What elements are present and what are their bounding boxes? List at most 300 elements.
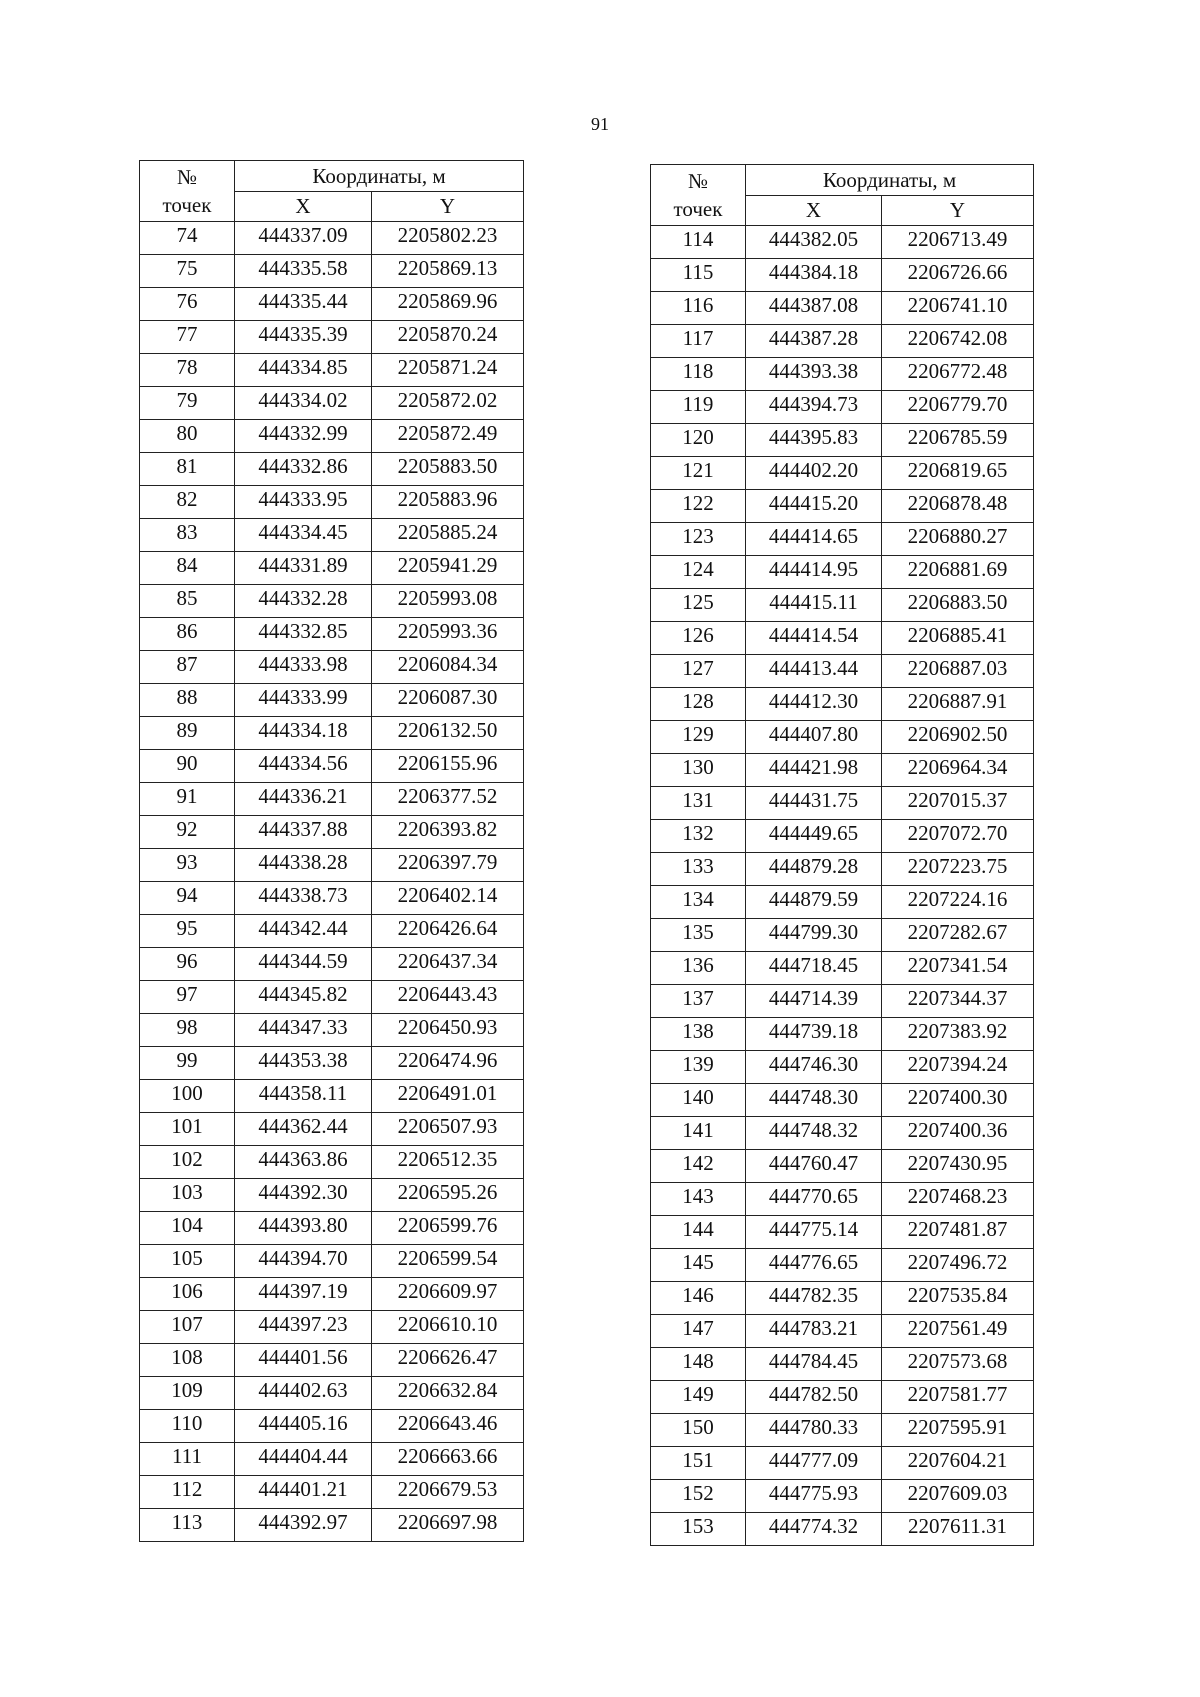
point-number-cell: 83 <box>140 519 235 552</box>
x-coordinate-cell: 444714.39 <box>746 985 882 1018</box>
x-coordinate-cell: 444337.88 <box>235 816 372 849</box>
table-row <box>140 453 524 486</box>
table-row <box>651 1513 1034 1546</box>
table-row <box>140 816 524 849</box>
point-number-cell: 114 <box>651 226 746 259</box>
y-coordinate-cell: 2205883.50 <box>372 453 524 486</box>
y-coordinate-cell: 2207535.84 <box>882 1282 1034 1315</box>
x-coordinate-cell: 444774.32 <box>746 1513 882 1546</box>
x-coordinate-cell: 444395.83 <box>746 424 882 457</box>
x-coordinate-cell: 444344.59 <box>235 948 372 981</box>
x-coordinate-cell: 444431.75 <box>746 787 882 820</box>
point-number-cell: 113 <box>140 1509 235 1542</box>
table-row <box>651 325 1034 358</box>
x-coordinate-cell: 444776.65 <box>746 1249 882 1282</box>
point-number-cell: 146 <box>651 1282 746 1315</box>
y-coordinate-cell: 2207383.92 <box>882 1018 1034 1051</box>
point-number-cell: 85 <box>140 585 235 618</box>
point-number-cell: 137 <box>651 985 746 1018</box>
y-coordinate-cell: 2206599.76 <box>372 1212 524 1245</box>
point-number-cell: 125 <box>651 589 746 622</box>
number-sign: № <box>176 165 198 189</box>
point-number-cell: 133 <box>651 853 746 886</box>
y-coordinate-cell: 2207400.30 <box>882 1084 1034 1117</box>
table-row <box>651 853 1034 886</box>
table-row <box>140 321 524 354</box>
table-row <box>651 952 1034 985</box>
table-body-left <box>140 222 524 1542</box>
y-coordinate-cell: 2207394.24 <box>882 1051 1034 1084</box>
x-coordinate-cell: 444333.99 <box>235 684 372 717</box>
y-coordinate-cell: 2206084.34 <box>372 651 524 684</box>
point-number-cell: 147 <box>651 1315 746 1348</box>
table-row <box>140 981 524 1014</box>
y-coordinate-cell: 2207224.16 <box>882 886 1034 919</box>
y-coordinate-cell: 2205885.24 <box>372 519 524 552</box>
y-coordinate-cell: 2207341.54 <box>882 952 1034 985</box>
x-coordinate-cell: 444358.11 <box>235 1080 372 1113</box>
x-coordinate-cell: 444392.97 <box>235 1509 372 1542</box>
table-row <box>651 1018 1034 1051</box>
x-coordinate-cell: 444414.54 <box>746 622 882 655</box>
x-coordinate-cell: 444401.56 <box>235 1344 372 1377</box>
point-number-cell: 148 <box>651 1348 746 1381</box>
y-coordinate-cell: 2206474.96 <box>372 1047 524 1080</box>
point-number-cell: 106 <box>140 1278 235 1311</box>
x-coordinate-cell: 444336.21 <box>235 783 372 816</box>
x-coordinate-cell: 444335.44 <box>235 288 372 321</box>
point-number-cell: 142 <box>651 1150 746 1183</box>
y-coordinate-cell: 2205941.29 <box>372 552 524 585</box>
y-coordinate-cell: 2205869.13 <box>372 255 524 288</box>
y-coordinate-cell: 2206878.48 <box>882 490 1034 523</box>
table-row <box>140 948 524 981</box>
table-row <box>140 1311 524 1344</box>
x-coordinate-cell: 444739.18 <box>746 1018 882 1051</box>
x-coordinate-cell: 444414.95 <box>746 556 882 589</box>
table-row <box>140 1410 524 1443</box>
y-coordinate-cell: 2207561.49 <box>882 1315 1034 1348</box>
x-coordinate-cell: 444775.93 <box>746 1480 882 1513</box>
x-coordinate-cell: 444332.86 <box>235 453 372 486</box>
y-coordinate-cell: 2206679.53 <box>372 1476 524 1509</box>
y-coordinate-cell: 2206402.14 <box>372 882 524 915</box>
table-row <box>140 1245 524 1278</box>
point-number-cell: 150 <box>651 1414 746 1447</box>
table-row <box>140 849 524 882</box>
table-row <box>651 424 1034 457</box>
y-coordinate-cell: 2206883.50 <box>882 589 1034 622</box>
point-number-cell: 110 <box>140 1410 235 1443</box>
x-coordinate-cell: 444879.59 <box>746 886 882 919</box>
table-row <box>140 255 524 288</box>
point-number-cell: 99 <box>140 1047 235 1080</box>
table-row <box>140 1146 524 1179</box>
y-coordinate-cell: 2206885.41 <box>882 622 1034 655</box>
y-coordinate-cell: 2205993.08 <box>372 585 524 618</box>
point-number-cell: 79 <box>140 387 235 420</box>
x-coordinate-cell: 444337.09 <box>235 222 372 255</box>
x-coordinate-cell: 444393.80 <box>235 1212 372 1245</box>
table-row <box>140 354 524 387</box>
y-coordinate-cell: 2206512.35 <box>372 1146 524 1179</box>
x-coordinate-cell: 444394.70 <box>235 1245 372 1278</box>
y-coordinate-cell: 2206887.03 <box>882 655 1034 688</box>
table-row <box>140 618 524 651</box>
point-number-cell: 102 <box>140 1146 235 1179</box>
table-row <box>651 1084 1034 1117</box>
y-coordinate-cell: 2207581.77 <box>882 1381 1034 1414</box>
y-coordinate-cell: 2205993.36 <box>372 618 524 651</box>
table-row <box>651 886 1034 919</box>
x-coordinate-cell: 444338.73 <box>235 882 372 915</box>
table-row <box>140 1212 524 1245</box>
x-coordinate-cell: 444415.11 <box>746 589 882 622</box>
point-number-cell: 152 <box>651 1480 746 1513</box>
table-row <box>140 651 524 684</box>
table-row <box>140 519 524 552</box>
point-number-cell: 92 <box>140 816 235 849</box>
y-coordinate-cell: 2206713.49 <box>882 226 1034 259</box>
table-row <box>651 1447 1034 1480</box>
x-coordinate-cell: 444338.28 <box>235 849 372 882</box>
table-row <box>651 787 1034 820</box>
table-row <box>651 754 1034 787</box>
y-coordinate-cell: 2207282.67 <box>882 919 1034 952</box>
x-coordinate-cell: 444353.38 <box>235 1047 372 1080</box>
y-coordinate-cell: 2206443.43 <box>372 981 524 1014</box>
point-number-cell: 149 <box>651 1381 746 1414</box>
table-row <box>140 1377 524 1410</box>
x-coordinate-cell: 444784.45 <box>746 1348 882 1381</box>
point-number-cell: 136 <box>651 952 746 985</box>
x-coordinate-cell: 444387.28 <box>746 325 882 358</box>
point-number-cell: 153 <box>651 1513 746 1546</box>
x-coordinate-cell: 444333.98 <box>235 651 372 684</box>
x-coordinate-cell: 444382.05 <box>746 226 882 259</box>
y-coordinate-cell: 2205871.24 <box>372 354 524 387</box>
point-number-cell: 82 <box>140 486 235 519</box>
y-coordinate-cell: 2206507.93 <box>372 1113 524 1146</box>
x-coordinate-cell: 444413.44 <box>746 655 882 688</box>
y-coordinate-cell: 2206397.79 <box>372 849 524 882</box>
y-coordinate-cell: 2207595.91 <box>882 1414 1034 1447</box>
x-coordinate-cell: 444387.08 <box>746 292 882 325</box>
y-coordinate-cell: 2206132.50 <box>372 717 524 750</box>
point-number-header <box>651 165 746 226</box>
point-number-cell: 126 <box>651 622 746 655</box>
table-row <box>651 391 1034 424</box>
point-number-cell: 120 <box>651 424 746 457</box>
table-row <box>651 1414 1034 1447</box>
x-coordinate-cell: 444407.80 <box>746 721 882 754</box>
x-coordinate-cell: 444363.86 <box>235 1146 372 1179</box>
point-number-cell: 134 <box>651 886 746 919</box>
x-coordinate-cell: 444335.58 <box>235 255 372 288</box>
x-coordinate-cell: 444332.28 <box>235 585 372 618</box>
table-row <box>140 882 524 915</box>
point-number-cell: 78 <box>140 354 235 387</box>
x-coordinate-cell: 444777.09 <box>746 1447 882 1480</box>
x-coordinate-cell: 444345.82 <box>235 981 372 1014</box>
y-coordinate-cell: 2206741.10 <box>882 292 1034 325</box>
x-coordinate-cell: 444392.30 <box>235 1179 372 1212</box>
point-number-cell: 97 <box>140 981 235 1014</box>
point-number-cell: 112 <box>140 1476 235 1509</box>
point-number-cell: 75 <box>140 255 235 288</box>
number-sign: № <box>687 169 709 193</box>
y-coordinate-cell: 2206964.34 <box>882 754 1034 787</box>
x-coordinate-cell: 444718.45 <box>746 952 882 985</box>
table-row <box>651 358 1034 391</box>
table-row <box>140 486 524 519</box>
x-coordinate-cell: 444397.19 <box>235 1278 372 1311</box>
point-number-cell: 104 <box>140 1212 235 1245</box>
y-coordinate-cell: 2206785.59 <box>882 424 1034 457</box>
point-number-cell: 145 <box>651 1249 746 1282</box>
point-number-cell: 115 <box>651 259 746 292</box>
y-coordinate-cell: 2207072.70 <box>882 820 1034 853</box>
point-number-cell: 121 <box>651 457 746 490</box>
y-coordinate-cell: 2207609.03 <box>882 1480 1034 1513</box>
table-row <box>651 820 1034 853</box>
y-coordinate-cell: 2206377.52 <box>372 783 524 816</box>
x-coordinate-cell: 444748.30 <box>746 1084 882 1117</box>
table-row <box>140 1080 524 1113</box>
points-label: точек <box>673 197 723 221</box>
y-coordinate-cell: 2205869.96 <box>372 288 524 321</box>
table-row <box>140 1476 524 1509</box>
point-number-cell: 98 <box>140 1014 235 1047</box>
table-row <box>651 1315 1034 1348</box>
table-row <box>140 1443 524 1476</box>
y-coordinate-cell: 2205883.96 <box>372 486 524 519</box>
y-coordinate-cell: 2206426.64 <box>372 915 524 948</box>
point-number-cell: 144 <box>651 1216 746 1249</box>
y-coordinate-cell: 2207573.68 <box>882 1348 1034 1381</box>
x-coordinate-cell: 444782.50 <box>746 1381 882 1414</box>
point-number-cell: 90 <box>140 750 235 783</box>
x-coordinate-cell: 444404.44 <box>235 1443 372 1476</box>
table-row <box>651 1348 1034 1381</box>
point-number-cell: 143 <box>651 1183 746 1216</box>
point-number-cell: 117 <box>651 325 746 358</box>
table-row <box>140 1014 524 1047</box>
x-coordinate-cell: 444402.20 <box>746 457 882 490</box>
y-coordinate-cell: 2205802.23 <box>372 222 524 255</box>
point-number-cell: 101 <box>140 1113 235 1146</box>
y-coordinate-cell: 2206880.27 <box>882 523 1034 556</box>
table-row <box>140 1113 524 1146</box>
y-coordinate-cell: 2206491.01 <box>372 1080 524 1113</box>
y-coordinate-cell: 2206155.96 <box>372 750 524 783</box>
y-coordinate-cell: 2206819.65 <box>882 457 1034 490</box>
y-coordinate-cell: 2206087.30 <box>372 684 524 717</box>
point-number-cell: 122 <box>651 490 746 523</box>
x-coordinate-cell: 444799.30 <box>746 919 882 952</box>
point-number-cell: 130 <box>651 754 746 787</box>
point-number-cell: 124 <box>651 556 746 589</box>
x-coordinate-cell: 444393.38 <box>746 358 882 391</box>
x-coordinate-cell: 444397.23 <box>235 1311 372 1344</box>
x-coordinate-cell: 444783.21 <box>746 1315 882 1348</box>
y-coordinate-cell: 2207015.37 <box>882 787 1034 820</box>
point-number-cell: 81 <box>140 453 235 486</box>
x-coordinate-cell: 444394.73 <box>746 391 882 424</box>
point-number-cell: 96 <box>140 948 235 981</box>
table-row <box>651 1183 1034 1216</box>
table-row <box>651 1480 1034 1513</box>
point-number-cell: 141 <box>651 1117 746 1150</box>
point-number-cell: 89 <box>140 717 235 750</box>
y-coordinate-cell: 2205872.02 <box>372 387 524 420</box>
table-row <box>140 783 524 816</box>
point-number-cell: 131 <box>651 787 746 820</box>
point-number-cell: 94 <box>140 882 235 915</box>
y-coordinate-cell: 2206609.97 <box>372 1278 524 1311</box>
y-coordinate-cell: 2206437.34 <box>372 948 524 981</box>
point-number-cell: 86 <box>140 618 235 651</box>
table-row <box>140 1047 524 1080</box>
y-coordinate-cell: 2206393.82 <box>372 816 524 849</box>
point-number-cell: 116 <box>651 292 746 325</box>
point-number-cell: 129 <box>651 721 746 754</box>
table-row <box>140 585 524 618</box>
table-row <box>140 1509 524 1542</box>
table-row <box>651 292 1034 325</box>
y-coordinate-cell: 2206450.93 <box>372 1014 524 1047</box>
x-coordinate-cell: 444333.95 <box>235 486 372 519</box>
y-coordinate-cell: 2207430.95 <box>882 1150 1034 1183</box>
table-row <box>651 1150 1034 1183</box>
point-number-cell: 135 <box>651 919 746 952</box>
table-row <box>651 1051 1034 1084</box>
y-coordinate-cell: 2206742.08 <box>882 325 1034 358</box>
y-coordinate-cell: 2205870.24 <box>372 321 524 354</box>
x-coordinate-cell: 444334.45 <box>235 519 372 552</box>
point-number-cell: 111 <box>140 1443 235 1476</box>
x-coordinate-cell: 444780.33 <box>746 1414 882 1447</box>
table-row <box>651 655 1034 688</box>
coordinates-table-left <box>139 160 524 1542</box>
table-row <box>651 490 1034 523</box>
point-number-cell: 139 <box>651 1051 746 1084</box>
x-coordinate-cell: 444335.39 <box>235 321 372 354</box>
point-number-cell: 138 <box>651 1018 746 1051</box>
point-number-cell: 109 <box>140 1377 235 1410</box>
y-coordinate-cell: 2206881.69 <box>882 556 1034 589</box>
coordinates-table-right <box>650 164 1034 1546</box>
point-number-cell: 88 <box>140 684 235 717</box>
y-coordinate-cell: 2206779.70 <box>882 391 1034 424</box>
y-coordinate-cell: 2206697.98 <box>372 1509 524 1542</box>
table-row <box>140 222 524 255</box>
x-coordinate-cell: 444405.16 <box>235 1410 372 1443</box>
x-coordinate-cell: 444332.99 <box>235 420 372 453</box>
point-number-cell: 84 <box>140 552 235 585</box>
table-row <box>651 226 1034 259</box>
table-row <box>140 387 524 420</box>
table-row <box>651 457 1034 490</box>
y-coordinate-cell: 2206626.47 <box>372 1344 524 1377</box>
x-coordinate-cell: 444775.14 <box>746 1216 882 1249</box>
table-row <box>651 985 1034 1018</box>
point-number-cell: 74 <box>140 222 235 255</box>
y-coordinate-cell: 2207344.37 <box>882 985 1034 1018</box>
x-coordinate-cell: 444334.18 <box>235 717 372 750</box>
table-row <box>651 1216 1034 1249</box>
x-coordinate-cell: 444362.44 <box>235 1113 372 1146</box>
point-number-header <box>140 161 235 222</box>
x-coordinate-cell: 444414.65 <box>746 523 882 556</box>
y-coordinate-cell: 2206599.54 <box>372 1245 524 1278</box>
y-coordinate-cell: 2206610.10 <box>372 1311 524 1344</box>
point-number-cell: 103 <box>140 1179 235 1212</box>
table-row <box>651 589 1034 622</box>
table-row <box>651 523 1034 556</box>
point-number-cell: 108 <box>140 1344 235 1377</box>
x-coordinate-cell: 444342.44 <box>235 915 372 948</box>
table-row <box>651 721 1034 754</box>
x-coordinate-cell: 444384.18 <box>746 259 882 292</box>
y-column-header: Y <box>882 196 1034 226</box>
y-coordinate-cell: 2207400.36 <box>882 1117 1034 1150</box>
table-row <box>651 919 1034 952</box>
point-number-cell: 123 <box>651 523 746 556</box>
x-coordinate-cell: 444421.98 <box>746 754 882 787</box>
table-body-right <box>651 226 1034 1546</box>
table-row <box>140 717 524 750</box>
x-coordinate-cell: 444760.47 <box>746 1150 882 1183</box>
y-coordinate-cell: 2207604.21 <box>882 1447 1034 1480</box>
point-number-cell: 128 <box>651 688 746 721</box>
point-number-cell: 87 <box>140 651 235 684</box>
y-coordinate-cell: 2206595.26 <box>372 1179 524 1212</box>
point-number-cell: 119 <box>651 391 746 424</box>
point-number-cell: 100 <box>140 1080 235 1113</box>
table-row <box>651 1282 1034 1315</box>
points-label: точек <box>162 193 212 217</box>
table-row <box>651 1381 1034 1414</box>
point-number-cell: 140 <box>651 1084 746 1117</box>
y-coordinate-cell: 2207496.72 <box>882 1249 1034 1282</box>
point-number-cell: 76 <box>140 288 235 321</box>
x-coordinate-cell: 444748.32 <box>746 1117 882 1150</box>
table-row <box>140 1344 524 1377</box>
point-number-cell: 127 <box>651 655 746 688</box>
page-number: 91 <box>591 114 609 134</box>
x-coordinate-cell: 444415.20 <box>746 490 882 523</box>
y-coordinate-cell: 2207468.23 <box>882 1183 1034 1216</box>
y-coordinate-cell: 2206726.66 <box>882 259 1034 292</box>
y-coordinate-cell: 2207223.75 <box>882 853 1034 886</box>
table-row <box>140 288 524 321</box>
table-row <box>140 750 524 783</box>
y-coordinate-cell: 2206663.66 <box>372 1443 524 1476</box>
table-row <box>651 259 1034 292</box>
table-row <box>651 1249 1034 1282</box>
y-coordinate-cell: 2207481.87 <box>882 1216 1034 1249</box>
x-coordinate-cell: 444331.89 <box>235 552 372 585</box>
y-coordinate-cell: 2206643.46 <box>372 1410 524 1443</box>
table-row <box>651 622 1034 655</box>
x-coordinate-cell: 444332.85 <box>235 618 372 651</box>
point-number-cell: 118 <box>651 358 746 391</box>
x-coordinate-cell: 444449.65 <box>746 820 882 853</box>
x-coordinate-cell: 444879.28 <box>746 853 882 886</box>
x-coordinate-cell: 444401.21 <box>235 1476 372 1509</box>
x-coordinate-cell: 444347.33 <box>235 1014 372 1047</box>
